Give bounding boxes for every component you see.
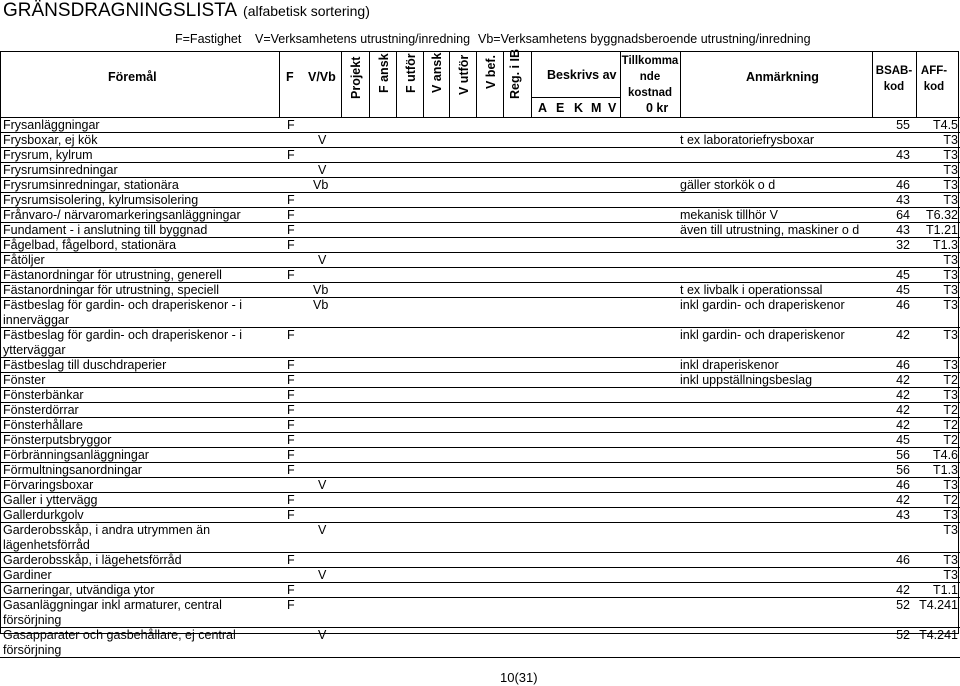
header-kr: 0 kr [646, 101, 669, 115]
row-name: Fönster [3, 373, 46, 387]
row-bsab: 46 [896, 298, 910, 312]
header-futfor: F utför [404, 53, 418, 93]
row-bsab: 46 [896, 178, 910, 192]
table-row [0, 208, 960, 223]
row-aff: T3 [943, 553, 958, 567]
title-subtitle: (alfabetisk sortering) [243, 3, 370, 19]
row-fv: F [287, 268, 295, 282]
row-fv: F [287, 373, 295, 387]
vline [503, 51, 504, 118]
row-aff: T2 [943, 418, 958, 432]
vline [279, 51, 280, 118]
header-vvb: V/Vb [308, 70, 336, 84]
legend-f: F=Fastighet [175, 32, 242, 46]
row-note: inkl uppställningsbeslag [680, 373, 813, 387]
row-bsab: 42 [896, 493, 910, 507]
row-name: Fågelbad, fågelbord, stationära [3, 238, 177, 252]
header-vutfor: V utför [457, 54, 471, 95]
row-aff: T3 [943, 328, 958, 342]
row-fv: F [287, 403, 295, 417]
row-aff: T2 [943, 493, 958, 507]
table-row [0, 268, 960, 283]
header-letter-m: M [591, 101, 602, 115]
row-aff: T3 [943, 388, 958, 402]
header-fansk: F ansk [377, 53, 391, 93]
row-aff: T3 [943, 253, 958, 267]
legend-vb: Vb=Verksamhetens byggnadsberoende utrustning/inredning [478, 32, 811, 46]
row-aff: T3 [943, 298, 958, 312]
vline [531, 51, 532, 118]
row-aff: T3 [943, 568, 958, 582]
legend-v: V=Verksamhetens utrustning/inredning [255, 32, 471, 46]
row-aff: T4.241 [919, 628, 958, 642]
vline [916, 51, 917, 118]
row-name: Fästbeslag för gardin- och draperiskenor - i ytterväggar [3, 328, 243, 357]
row-fv: V [318, 523, 327, 537]
table-row [0, 178, 960, 193]
page-number: 10(31) [500, 670, 538, 685]
header-tillkomma [620, 53, 680, 101]
row-fv: F [287, 598, 295, 612]
row-bsab: 52 [896, 598, 910, 612]
table-row [0, 403, 960, 418]
row-aff: T3 [943, 148, 958, 162]
row-aff: T3 [943, 508, 958, 522]
row-bsab: 42 [896, 418, 910, 432]
table-row [0, 508, 960, 523]
row-note: inkl draperiskenor [680, 358, 779, 372]
table-body [0, 118, 960, 658]
header-beskrivs-line [531, 97, 620, 98]
row-aff: T6.32 [926, 208, 958, 222]
row-bsab: 55 [896, 118, 910, 132]
row-name: Förbränningsanläggningar [3, 448, 149, 462]
vline [680, 51, 681, 118]
row-bsab: 56 [896, 448, 910, 462]
vline [423, 51, 424, 118]
table-row [0, 163, 960, 178]
row-aff: T4.5 [932, 118, 958, 132]
row-name: Fönsterhållare [3, 418, 83, 432]
row-fv: F [287, 463, 295, 477]
row-fv: F [287, 433, 295, 447]
row-fv: F [287, 583, 295, 597]
table-row [0, 568, 960, 583]
header-letter-v: V [608, 101, 617, 115]
row-name: Förvaringsboxar [3, 478, 94, 492]
row-name: Fästbeslag till duschdraperier [3, 358, 167, 372]
row-bsab: 46 [896, 358, 910, 372]
row-name: Gardiner [3, 568, 52, 582]
table-row [0, 433, 960, 448]
row-aff: T1.3 [932, 238, 958, 252]
header-anmarkning: Anmärkning [746, 70, 819, 84]
row-name: Fåtöljer [3, 253, 45, 267]
table-row [0, 463, 960, 478]
header-letter-e: E [556, 101, 565, 115]
row-fv: V [318, 133, 327, 147]
vline [476, 51, 477, 118]
row-bsab: 42 [896, 328, 910, 342]
table-row [0, 553, 960, 568]
row-name: Gasapparater och gasbehållare, ej central försörjning [3, 628, 236, 657]
row-aff: T3 [943, 163, 958, 177]
table-row [0, 448, 960, 463]
header-tillkomma-2: nde [639, 71, 661, 83]
table-row [0, 283, 960, 298]
row-aff: T1.3 [932, 463, 958, 477]
row-aff: T3 [943, 178, 958, 192]
header-letter-a: A [538, 101, 548, 115]
row-aff: T1.21 [926, 223, 958, 237]
row-aff: T3 [943, 133, 958, 147]
table-row [0, 418, 960, 433]
row-bsab: 46 [896, 553, 910, 567]
row-fv: V [318, 568, 327, 582]
table-row [0, 598, 960, 628]
row-note: även till utrustning, maskiner o d [680, 223, 860, 237]
table-row [0, 148, 960, 163]
row-fv: F [287, 553, 295, 567]
header-regib: Reg. i IB [508, 48, 522, 99]
row-fv: F [287, 238, 295, 252]
row-aff: T2 [943, 403, 958, 417]
table-row [0, 133, 960, 148]
header-tillkomma-1: Tillkomma [621, 55, 679, 67]
row-bsab: 43 [896, 148, 910, 162]
row-name: Fästanordningar för utrustning, speciell [3, 283, 220, 297]
row-note: gäller storkök o d [680, 178, 776, 192]
row-aff: T2 [943, 373, 958, 387]
table-row [0, 373, 960, 388]
row-bsab: 52 [896, 628, 910, 642]
row-bsab: 45 [896, 268, 910, 282]
row-name: Galler i yttervägg [3, 493, 98, 507]
row-name: Frysrumsisolering, kylrumsisolering [3, 193, 199, 207]
row-name: Garderobsskåp, i lägehetsförråd [3, 553, 182, 567]
row-aff: T3 [943, 193, 958, 207]
row-fv: V [318, 253, 327, 267]
row-note: t ex laboratoriefrysboxar [680, 133, 815, 147]
row-bsab: 56 [896, 463, 910, 477]
row-fv: Vb [313, 178, 329, 192]
row-bsab: 42 [896, 373, 910, 387]
row-name: Fönsterbänkar [3, 388, 84, 402]
vline [620, 51, 621, 118]
title-text: GRÄNSDRAGNINGSLISTA [3, 0, 238, 21]
table-row [0, 193, 960, 208]
vline [341, 51, 342, 118]
row-name: Fönsterdörrar [3, 403, 79, 417]
header-vansk: V ansk [430, 52, 444, 93]
row-fv: F [287, 448, 295, 462]
row-name: Frysrumsinredningar [3, 163, 118, 177]
row-bsab: 42 [896, 403, 910, 417]
page-title [3, 0, 370, 22]
header-bsab-1: BSAB- [875, 65, 913, 77]
row-fv: F [287, 508, 295, 522]
row-name: Fästbeslag för gardin- och draperiskenor - i innerväggar [3, 298, 243, 327]
row-aff: T3 [943, 283, 958, 297]
row-name: Fundament - i anslutning till byggnad [3, 223, 208, 237]
table-row [0, 583, 960, 598]
table-row [0, 298, 960, 328]
row-name: Gallerdurkgolv [3, 508, 84, 522]
row-aff: T4.6 [932, 448, 958, 462]
row-name: Frysanläggningar [3, 118, 100, 132]
row-name: Fönsterputsbryggor [3, 433, 112, 447]
row-aff: T4.241 [919, 598, 958, 612]
row-name: Frysrum, kylrum [3, 148, 93, 162]
vline [872, 51, 873, 118]
table-row [0, 118, 960, 133]
table-row [0, 328, 960, 358]
row-name: Garneringar, utvändiga ytor [3, 583, 155, 597]
row-name: Frysboxar, ej kök [3, 133, 98, 147]
vline [449, 51, 450, 118]
row-bsab: 46 [896, 478, 910, 492]
header-aff [912, 63, 956, 95]
table-row [0, 523, 960, 553]
table-row [0, 238, 960, 253]
row-bsab: 42 [896, 583, 910, 597]
row-fv: Vb [313, 298, 329, 312]
vline [396, 51, 397, 118]
row-note: inkl gardin- och draperiskenor [680, 298, 845, 312]
row-aff: T3 [943, 268, 958, 282]
row-aff: T3 [943, 523, 958, 537]
row-aff: T1.1 [932, 583, 958, 597]
row-fv: F [287, 388, 295, 402]
table-row [0, 628, 960, 658]
row-fv: V [318, 628, 327, 642]
row-fv: F [287, 148, 295, 162]
table-row [0, 358, 960, 373]
row-fv: F [287, 118, 295, 132]
row-note: inkl gardin- och draperiskenor [680, 328, 845, 342]
row-name: Förmultningsanordningar [3, 463, 142, 477]
header-aff-2: kod [923, 81, 945, 93]
row-aff: T2 [943, 433, 958, 447]
header-bsab [872, 63, 916, 95]
row-fv: F [287, 208, 295, 222]
row-fv: F [287, 358, 295, 372]
row-bsab: 43 [896, 193, 910, 207]
table-row [0, 493, 960, 508]
row-aff: T3 [943, 478, 958, 492]
row-bsab: 43 [896, 223, 910, 237]
row-note: mekanisk tillhör V [680, 208, 778, 222]
row-fv: Vb [313, 283, 329, 297]
row-fv: V [318, 478, 327, 492]
row-aff: T3 [943, 358, 958, 372]
row-fv: F [287, 328, 295, 342]
table-row [0, 388, 960, 403]
row-name: Garderobsskåp, i andra utrymmen än lägenhetsförråd [3, 523, 211, 552]
row-name: Frånvaro-/ närvaromarkeringsanläggningar [3, 208, 241, 222]
row-name: Fästanordningar för utrustning, generell [3, 268, 222, 282]
row-fv: F [287, 493, 295, 507]
header-beskrivs-av: Beskrivs av [547, 68, 617, 82]
header-projekt: Projekt [349, 56, 363, 99]
row-bsab: 45 [896, 283, 910, 297]
header-aff-1: AFF- [920, 65, 948, 77]
table-row [0, 223, 960, 238]
header-tillkomma-3: kostnad [627, 87, 673, 99]
row-fv: F [287, 223, 295, 237]
row-fv: V [318, 163, 327, 177]
row-bsab: 64 [896, 208, 910, 222]
header-f: F [286, 70, 294, 84]
header-letter-k: K [574, 101, 584, 115]
vline [369, 51, 370, 118]
row-fv: F [287, 418, 295, 432]
row-name: Gasanläggningar inkl armaturer, central försörjning [3, 598, 222, 627]
row-bsab: 45 [896, 433, 910, 447]
row-bsab: 32 [896, 238, 910, 252]
table-row [0, 478, 960, 493]
row-bsab: 42 [896, 388, 910, 402]
table-header [0, 48, 960, 118]
row-fv: F [287, 193, 295, 207]
table-row [0, 253, 960, 268]
header-bsab-2: kod [883, 81, 905, 93]
row-name: Frysrumsinredningar, stationära [3, 178, 179, 192]
header-foremal: Föremål [108, 70, 157, 84]
row-bsab: 43 [896, 508, 910, 522]
header-vbef: V bef. [484, 54, 498, 89]
row-note: t ex livbalk i operationssal [680, 283, 823, 297]
